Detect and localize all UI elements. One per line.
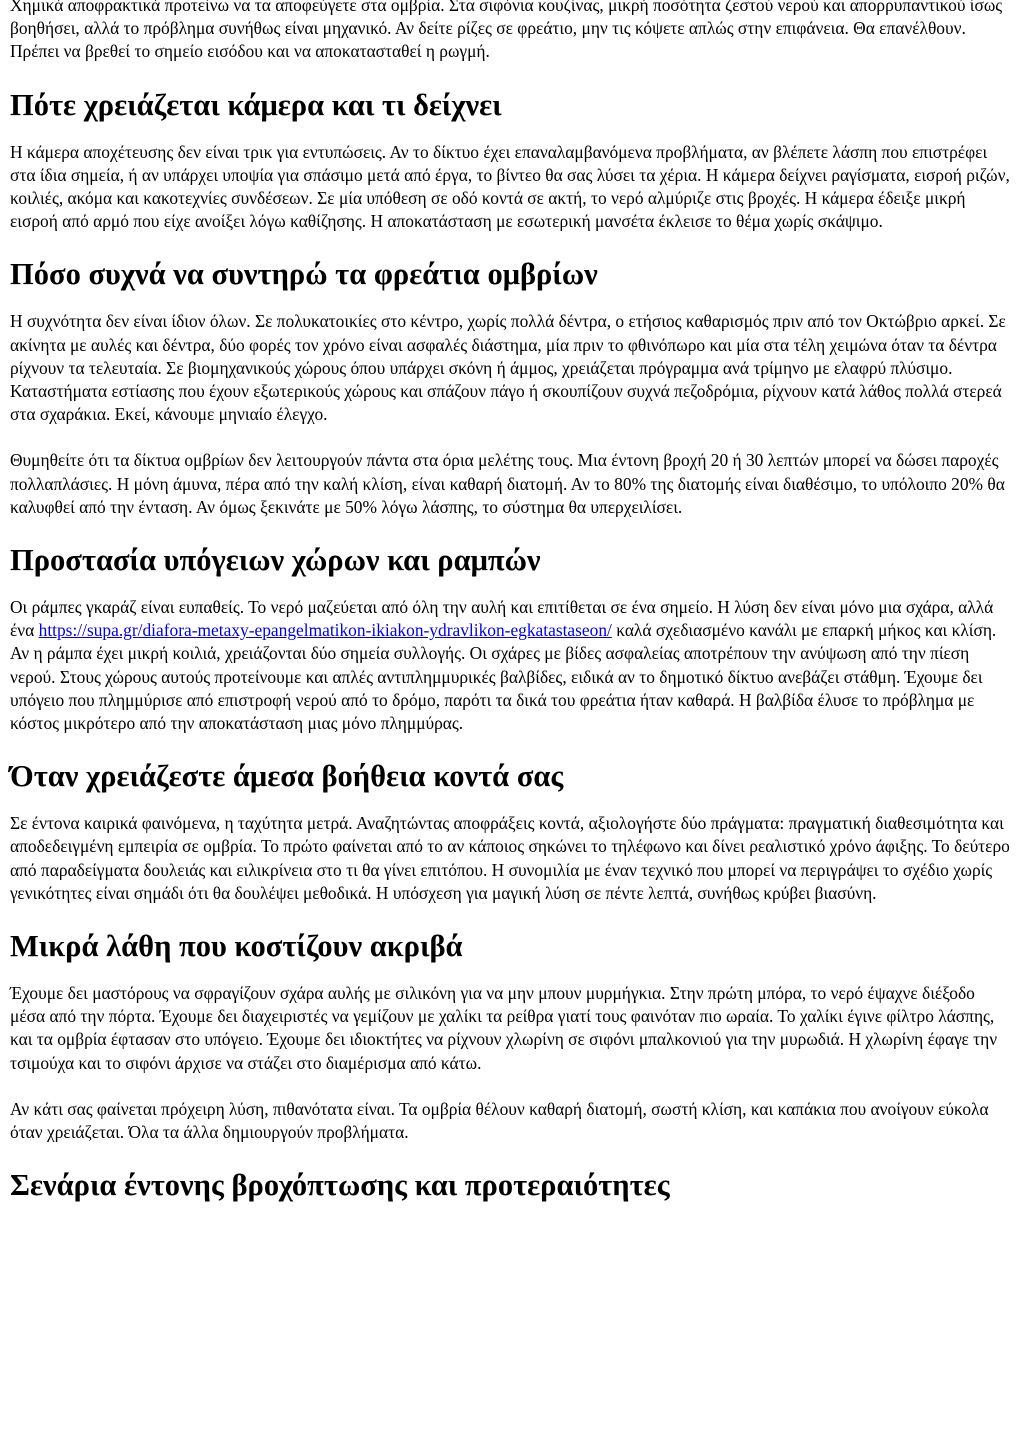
scenarios-heading: Σενάρια έντονης βροχόπτωσης και προτεραιότητες [10, 1168, 670, 1203]
camera-heading: Πότε χρειάζεται κάμερα και τι δείχνει [10, 87, 502, 122]
intro-paragraph: Χημικά αποφρακτικά προτείνω να τα αποφεύγετε στα ομβρία. Στα σιφόνια κουζίνας, μικρή ποσότητα ζεστού νερού και απορρυπαντικού ίσως βοηθήσει, αλλά το πρόβλημα συνήθως είναι μηχανικό. Αν δείτε ρίζες σε φρεάτιο, μην τις κόψετε απλώς στην επιφάνεια. Θα επανέλθουν. Πρέπει να βρεθεί το σημείο εισόδου και να αποκατασταθεί η ρωγμή. [10, 0, 1003, 62]
mistakes-heading: Μικρά λάθη που κοστίζουν ακριβά [10, 929, 463, 964]
maintenance-paragraph-1: Η συχνότητα δεν είναι ίδιον όλων. Σε πολυκατοικίες στο κέντρο, χωρίς πολλά δέντρα, ο ετήσιος καθαρισμός πριν από τον Οκτώβριο αρκεί. Σε ακίνητα με αυλές και δέντρα, δύο φορές τον χρόνο είναι ασφαλές διάστημα, μία πριν το φθινόπωρο και μία στα τέλη χειμώνα όταν τα δέντρα ρίχνουν τα τελευταία. Σε βιομηχανικούς χώρους όπου υπάρχει σκόνη ή άμμος, χρειάζεται πρόγραμμα ανά τρίμηνο με ελαφρύ πλύσιμο. Καταστήματα εστίασης που έχουν εξωτερικούς χώρους και σπάζουν πάγο ή σκουπίζουν συχνά πεζοδρόμια, ρίχνουν κατά λάθος πολλά στερεά στα σχαράκια. Εκεί, κάνουμε μηνιαίο έλεγχο. [10, 311, 1006, 425]
basements-text-before: Οι ράμπες γκαράζ είναι ευπαθείς. Το νερό μαζεύεται από όλη την αυλή και επιτίθεται σε ένα σημείο. Η λύση δεν είναι μόνο μια σχάρα, αλλά ένα [10, 597, 994, 641]
camera-paragraph: Η κάμερα αποχέτευσης δεν είναι τρικ για εντυπώσεις. Αν το δίκτυο έχει επαναλαμβανόμενα προβλήματα, αν βλέπετε λάσπη που επιστρέφει στα ίδια σημεία, ή αν υπάρχει υποψία για σπάσιμο μετά από έργα, το βίντεο θα σας λύσει τα χέρια. Η κάμερα δείχνει ραγίσματα, εισροή ριζών, κοιλιές, ακόμα και κακοτεχνίες συνδέσεων. Σε μία υπόθεση σε οδό κοντά σε ακτή, το νερό αλμύριζε στις βροχές. Η κάμερα έδειξε μικρή εισροή από αρμό που είχε ανοίξει λόγω καθίζησης. Η αποκατάσταση με εσωτερική μανσέτα έκλεισε το θέμα χωρίς σκάψιμο. [10, 141, 1010, 232]
basements-text-after: καλά σχεδιασμένο κανάλι με επαρκή μήκος και κλίση. Αν η ράμπα έχει μικρή κοιλιά, χρειάζονται δύο σημεία συλλογής. Οι σχάρες με βίδες ασφαλείας αποτρέπουν την ανύψωση από την πίεση νερού. Στους χώρους αυτούς προτείνουμε και απλές αντιπλημμυρικές βαλβίδες, ειδικά αν το δημοτικό δίκτυο ανεβάζει στάθμη. Έχουμε δει υπόγειο που πλημμύρισε από επιστροφή νερού από το δρόμο, παρότι τα δικά του φρεάτια ήταν καθαρά. Η βαλβίδα έλυσε το πρόβλημα με κόστος μικρότερο από την αποκατάσταση μιας μόνο πλημμύρας. [10, 620, 997, 734]
supa-link[interactable]: https://supa.gr/diafora-metaxy-epangelmatikon-ikiakon-ydravlikon-egkatastaseon/ [38, 620, 612, 641]
urgent-paragraph: Σε έντονα καιρικά φαινόμενα, η ταχύτητα μετρά. Αναζητώντας αποφράξεις κοντά, αξιολογήστε δύο πράγματα: πραγματική διαθεσιμότητα και αποδεδειγμένη εμπειρία σε ομβρία. Το πρώτο φαίνεται από το αν κάποιος σηκώνει το τηλέφωνο και δίνει ρεαλιστικό χρόνο άφιξης. Το δεύτερο από παραδείγματα δουλειάς και ειλικρίνεια στο τι θα γίνει επιτόπου. Η συνομιλία με έναν τεχνικό που μπορεί να περιγράψει το σχέδιο χωρίς γενικότητες είναι σημάδι ότι θα δουλέψει μεθοδικά. Η υπόσχεση για μαγική λύση σε πέντε λεπτά, συνήθως κρύβει βιασύνη. [10, 813, 1010, 903]
basements-paragraph [10, 596, 1014, 735]
maintenance-paragraph-2: Θυμηθείτε ότι τα δίκτυα ομβρίων δεν λειτουργούν πάντα στα όρια μελέτης τους. Μια έντονη βροχή 20 ή 30 λεπτών μπορεί να δώσει παροχές πολλαπλάσιες. Η μόνη άμυνα, πέρα από την καλή κλίση, είναι καθαρή διατομή. Αν το 80% της διατομής είναι διαθέσιμο, το υπόλοιπο 20% θα καλυφθεί από την ένταση. Αν όμως ξεκινάτε με 50% λόγω λάσπης, το σύστημα θα υπερχειλίσει. [10, 450, 1005, 517]
mistakes-paragraph-1: Έχουμε δει μαστόρους να σφραγίζουν σχάρα αυλής με σιλικόνη για να μην μπουν μυρμήγκια. Στην πρώτη μπόρα, το νερό έψαχνε διέξοδο μέσα από την πόρτα. Έχουμε δει διαχειριστές να γεμίζουν με χαλίκι τα ρείθρα γιατί τους φαινόταν πιο ωραία. Το χαλίκι έγινε φίλτρο λάσπης, και τα ομβρία έφτασαν στο υπόγειο. Έχουμε δει ιδιοκτήτες να ρίχνουν χλωρίνη σε σιφόνι μπαλκονιού για την μυρωδιά. Η χλωρίνη έφαγε την τσιμούχα και το σιφόνι άρχισε να στάζει στο διαμέρισμα από κάτω. [10, 983, 998, 1073]
basements-heading: Προστασία υπόγειων χώρων και ραμπών [10, 543, 541, 578]
urgent-heading: Όταν χρειάζεστε άμεσα βοήθεια κοντά σας [10, 759, 564, 794]
mistakes-paragraph-2: Αν κάτι σας φαίνεται πρόχειρη λύση, πιθανότατα είναι. Τα ομβρία θέλουν καθαρή διατομή, σωστή κλίση, και καπάκια που ανοίγουν εύκολα όταν χρειάζεται. Όλα τα άλλα δημιουργούν προβλήματα. [10, 1098, 989, 1143]
maintenance-heading: Πόσο συχνά να συντηρώ τα φρεάτια ομβρίων [10, 257, 598, 292]
